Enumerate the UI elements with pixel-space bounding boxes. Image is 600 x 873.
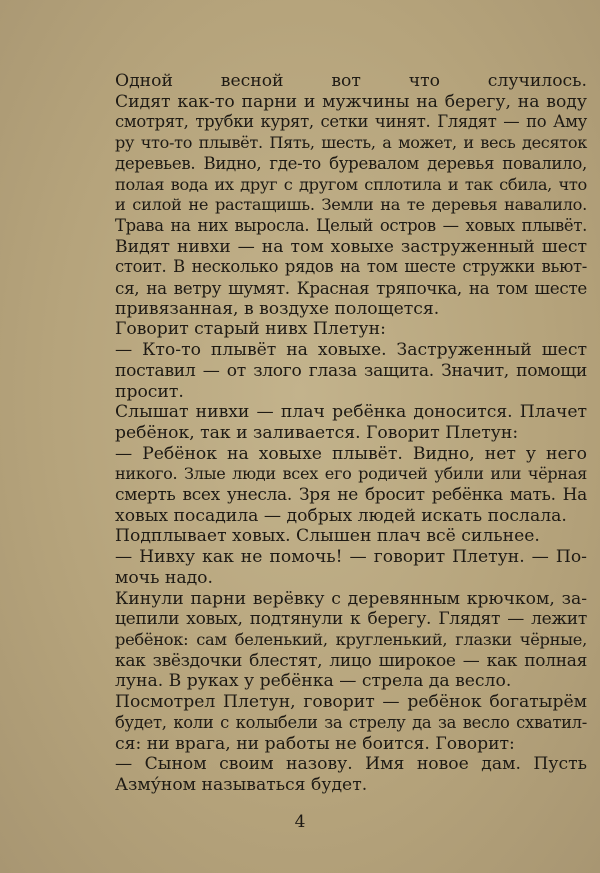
text-line: — Кто-то плывёт на ховыхе. Заструженный шест: [115, 340, 587, 361]
text-line: — Нивху как не помочь! — говорит Плетун. — По-: [115, 547, 587, 568]
text-line: — Ребёнок на ховыхе плывёт. Видно, нет у него: [115, 443, 587, 464]
text-line: мочь надо.: [115, 567, 213, 588]
text-line: просит.: [115, 381, 184, 402]
page-number: 4: [294, 812, 306, 832]
text-line: смерть всех унесла. Зря не бросит ребёнка мать. На: [115, 485, 587, 506]
text-line: ребёнок: сам беленький, кругленький, глазки чёрные,: [115, 629, 587, 649]
text-line: полая вода их друг с другом сплотила и так сбила, что: [115, 174, 587, 194]
text-line: стоит. В несколько рядов на том шесте стружки вьют-: [115, 257, 587, 277]
text-line: — Сыном своим назову. Имя новое дам. Пусть: [115, 754, 587, 775]
text-line: будет, коли с колыбели за стрелу да за весло схватил-: [115, 712, 587, 732]
text-line: и силой не растащишь. Земли на те деревья навалило.: [115, 195, 587, 215]
page-text: [115, 71, 587, 796]
text-line: деревьев. Видно, где-то буревалом деревья повалило,: [115, 153, 587, 173]
text-line: Одной весной вот что случилось.: [115, 71, 587, 91]
text-line: цепили ховых, подтянули к берегу. Глядят — лежит: [115, 609, 587, 630]
text-line: смотрят, трубки курят, сетки чинят. Глядят — по Аму: [115, 112, 587, 132]
text-line: Посмотрел Плетун, говорит — ребёнок богатырём: [115, 692, 587, 713]
text-line: луна. В руках у ребёнка — стрела да весло.: [115, 671, 512, 692]
text-line: Сидят как-то парни и мужчины на берегу, на воду: [115, 91, 587, 112]
text-line: привязанная, в воздухе полощется.: [115, 298, 440, 319]
text-line: Азму́ном называться будет.: [115, 774, 368, 795]
text-line: ру что-то плывёт. Пять, шесть, а может, и весь десяток: [115, 133, 587, 153]
text-line: ся, на ветру шумят. Красная тряпочка, на том шесте: [115, 278, 587, 299]
text-line: Трава на них выросла. Целый остров — ховых плывёт.: [115, 215, 587, 235]
text-line: Подплывает ховых. Слышен плач всё сильнее.: [115, 526, 540, 547]
text-line: ребёнок, так и заливается. Говорит Плетун:: [115, 422, 519, 443]
text-line: Говорит старый нивх Плетун:: [115, 319, 386, 340]
text-line: никого. Злые люди всех его родичей убили или чёрная: [115, 464, 587, 484]
text-line: как звёздочки блестят, лицо широкое — как полная: [115, 650, 587, 671]
text-line: Слышат нивхи — плач ребёнка доносится. Плачет: [115, 402, 587, 423]
text-line: ховых посадила — добрых людей искать послала.: [115, 505, 567, 526]
text-line: Кинули парни верёвку с деревянным крючком, за-: [115, 588, 587, 609]
text-line: Видят нивхи — на том ховыхе заструженный шест: [115, 236, 587, 257]
text-line: поставил — от злого глаза защита. Значит, помощи: [115, 360, 587, 381]
text-line: ся: ни врага, ни работы не боится. Говорит:: [115, 733, 515, 754]
